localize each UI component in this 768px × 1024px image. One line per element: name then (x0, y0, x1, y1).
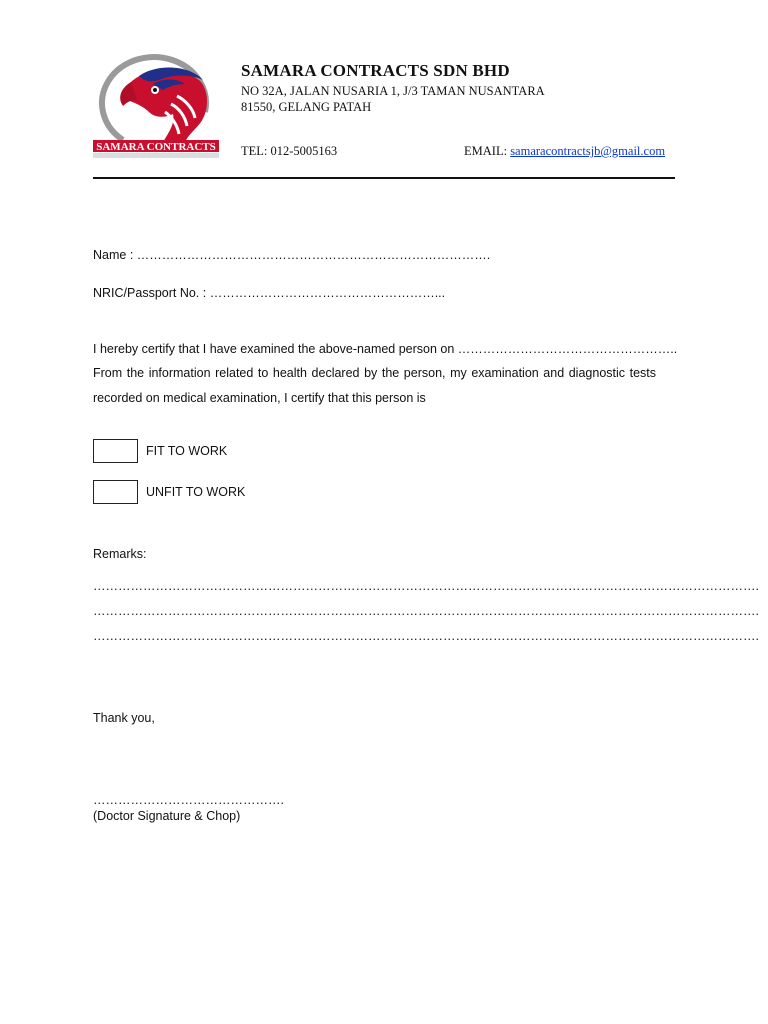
certify-statement: I hereby certify that I have examined the above-named person on …………………………………………….. (93, 342, 678, 356)
tel-value: 012-5005163 (270, 144, 338, 158)
eagle-logo-icon (93, 52, 221, 160)
telephone (241, 144, 337, 159)
company-logo (93, 52, 221, 160)
name-field-line: Name : …………………………………………………………………………. (93, 248, 491, 262)
header-divider (93, 177, 675, 179)
email-label: EMAIL: (464, 144, 508, 158)
closing-text: Thank you, (93, 711, 155, 725)
fit-to-work-label: FIT TO WORK (146, 444, 228, 458)
fit-to-work-checkbox[interactable] (93, 439, 138, 463)
signature-line: ………………………………………. (93, 793, 284, 807)
signature-caption: (Doctor Signature & Chop) (93, 809, 241, 823)
remarks-line-1: ……………………………………………………………………………………………………………………………………………. (93, 579, 759, 593)
logo-wordmark: SAMARA CONTRACTS (96, 141, 216, 153)
remarks-line-3: ……………………………………………………………………………………………………………………………………………. (93, 629, 759, 643)
tel-label: TEL: (241, 144, 268, 158)
company-name: SAMARA CONTRACTS SDN BHD (241, 61, 510, 80)
email (464, 144, 665, 159)
email-link[interactable]: samaracontractsjb@gmail.com (510, 144, 666, 158)
address-line-2: 81550, GELANG PATAH (241, 100, 372, 114)
nric-field-line: NRIC/Passport No. : ………………………………………………... (93, 286, 446, 300)
address-line-1: NO 32A, JALAN NUSARIA 1, J/3 TAMAN NUSANTARA (241, 84, 545, 98)
unfit-to-work-label: UNFIT TO WORK (146, 485, 246, 499)
unfit-to-work-checkbox[interactable] (93, 480, 138, 504)
remarks-label: Remarks: (93, 547, 147, 561)
health-declaration-paragraph: From the information related to health declared by the person, my examination and diagnostic tests recorded on medical examination, I certify that this person is (93, 366, 656, 405)
remarks-line-2: ……………………………………………………………………………………………………………………………………………. (93, 604, 759, 618)
